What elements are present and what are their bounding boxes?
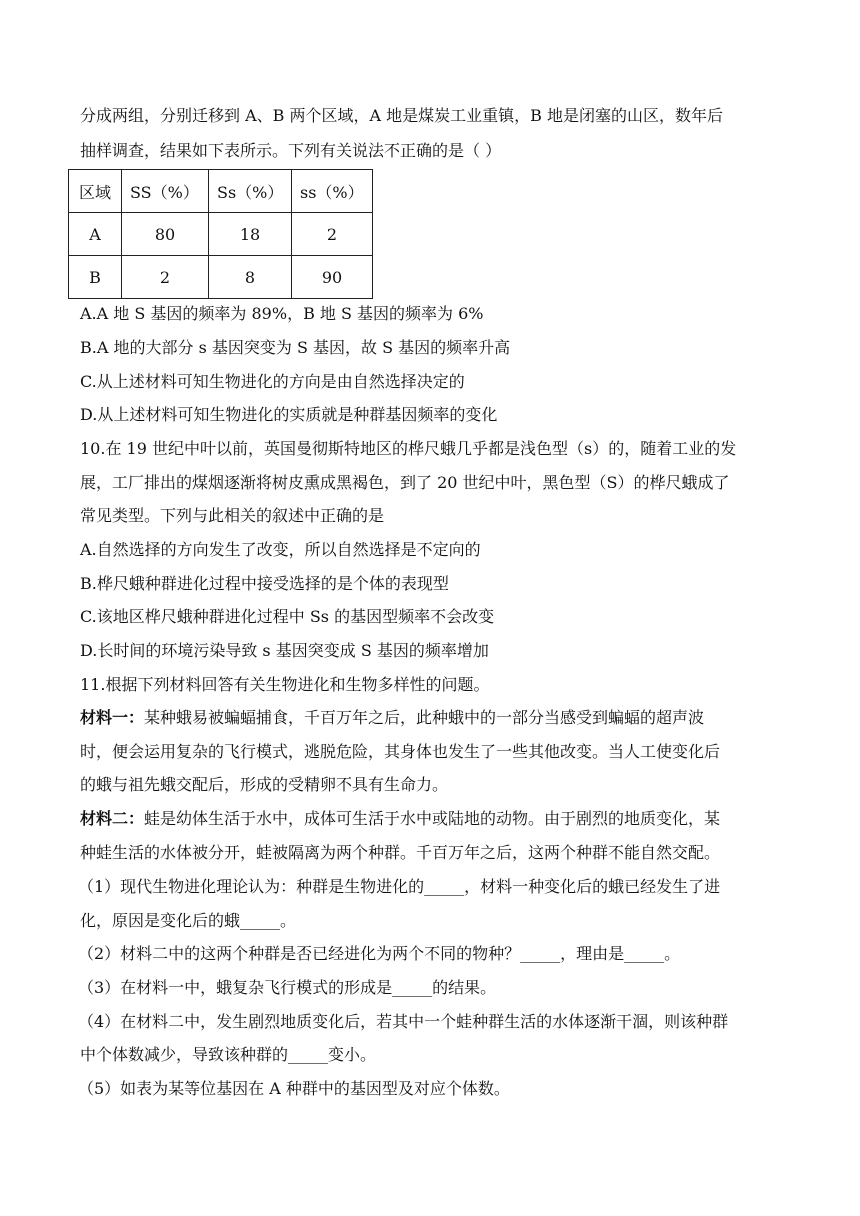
material2-line-2: 种蛙生活的水体被分开，蛙被隔离为两个种群。千百万年之后，这两个种群不能自然交配。 <box>80 843 721 862</box>
table-header-row <box>69 170 373 213</box>
material1-line-1 <box>80 708 704 728</box>
table-cell: 2 <box>292 213 373 256</box>
q10-option-a: A.自然选择的方向发生了改变，所以自然选择是不定向的 <box>80 540 481 559</box>
material1-text: 某种蛾易被蝙蝠捕食，千百万年之后，此种蛾中的一部分当感受到蝙蝠的超声波 <box>144 708 705 727</box>
q11-sub-1-cont: 化，原因是变化后的蛾_____。 <box>80 911 297 930</box>
table-cell: 90 <box>292 256 373 299</box>
q9-option-d: D.从上述材料可知生物进化的实质就是种群基因频率的变化 <box>80 405 498 424</box>
q11-sub-5: （5）如表为某等位基因在 A 种群中的基因型及对应个体数。 <box>78 1079 510 1098</box>
table-row <box>69 213 373 256</box>
q10-option-b: B.桦尺蛾种群进化过程中接受选择的是个体的表现型 <box>80 574 449 593</box>
material2-label: 材料二： <box>80 809 145 828</box>
material2-line-1 <box>80 809 720 829</box>
q9-option-c: C.从上述材料可知生物进化的方向是由自然选择决定的 <box>80 372 465 391</box>
q11-sub-3: （3）在材料一中，蛾复杂飞行模式的形成是_____的结果。 <box>78 978 497 997</box>
q10-stem-line-2: 展，工厂排出的煤烟逐渐将树皮熏成黑褐色，到了 20 世纪中叶，黑色型（S）的桦尺蛾成了 <box>80 473 730 492</box>
q9-option-b: B.A 地的大部分 s 基因突变为 S 基因，故 S 基因的频率升高 <box>80 338 511 357</box>
genotype-frequency-table <box>68 169 373 299</box>
intro-line-1: 分成两组，分别迁移到 A、B 两个区域，A 地是煤炭工业重镇，B 地是闭塞的山区，数年后 <box>80 106 723 125</box>
q10-stem-line-3: 常见类型。下列与此相关的叙述中正确的是 <box>80 506 385 525</box>
material2-text: 蛙是幼体生活于水中，成体可生活于水中或陆地的动物。由于剧烈的地质变化，某 <box>144 809 721 828</box>
q11-sub-4-cont: 中个体数减少，导致该种群的_____变小。 <box>80 1045 377 1064</box>
q10-option-c: C.该地区桦尺蛾种群进化过程中 Ss 的基因型频率不会改变 <box>80 607 495 626</box>
q9-option-a: A.A 地 S 基因的频率为 89%，B 地 S 基因的频率为 6% <box>80 304 484 323</box>
q10-stem-line-1: 10.在 19 世纪中叶以前，英国曼彻斯特地区的桦尺蛾几乎都是浅色型（s）的，随着工业的发 <box>80 439 737 458</box>
table-header-cell: 区域 <box>69 170 122 213</box>
material1-line-3: 的蛾与祖先蛾交配后，形成的受精卵不具有生命力。 <box>80 775 449 794</box>
table-cell: A <box>69 213 122 256</box>
table-row <box>69 256 373 299</box>
table-cell: 2 <box>122 256 209 299</box>
table-cell: 18 <box>209 213 292 256</box>
q10-option-d: D.长时间的环境污染导致 s 基因突变成 S 基因的频率增加 <box>80 641 489 660</box>
q11-sub-2: （2）材料二中的这两个种群是否已经进化为两个不同的物种？_____，理由是_____。 <box>78 944 681 963</box>
material1-label: 材料一： <box>80 708 145 727</box>
q11-sub-4: （4）在材料二中，发生剧烈地质变化后，若其中一个蛙种群生活的水体逐渐干涸，则该种群 <box>78 1012 729 1031</box>
table-header-cell: SS（%） <box>122 170 209 213</box>
material1-line-2: 时，便会运用复杂的飞行模式，逃脱危险，其身体也发生了一些其他改变。当人工使变化后 <box>80 742 721 761</box>
q11-sub-1: （1）现代生物进化理论认为：种群是生物进化的_____，材料一种变化后的蛾已经发生了进 <box>78 877 721 896</box>
table-cell: 80 <box>122 213 209 256</box>
table-cell: 8 <box>209 256 292 299</box>
table-header-cell: ss（%） <box>292 170 373 213</box>
table-header-cell: Ss（%） <box>209 170 292 213</box>
q11-stem: 11.根据下列材料回答有关生物进化和生物多样性的问题。 <box>80 675 490 694</box>
intro-line-2: 抽样调查，结果如下表所示。下列有关说法不正确的是（ ） <box>80 141 502 160</box>
table-cell: B <box>69 256 122 299</box>
